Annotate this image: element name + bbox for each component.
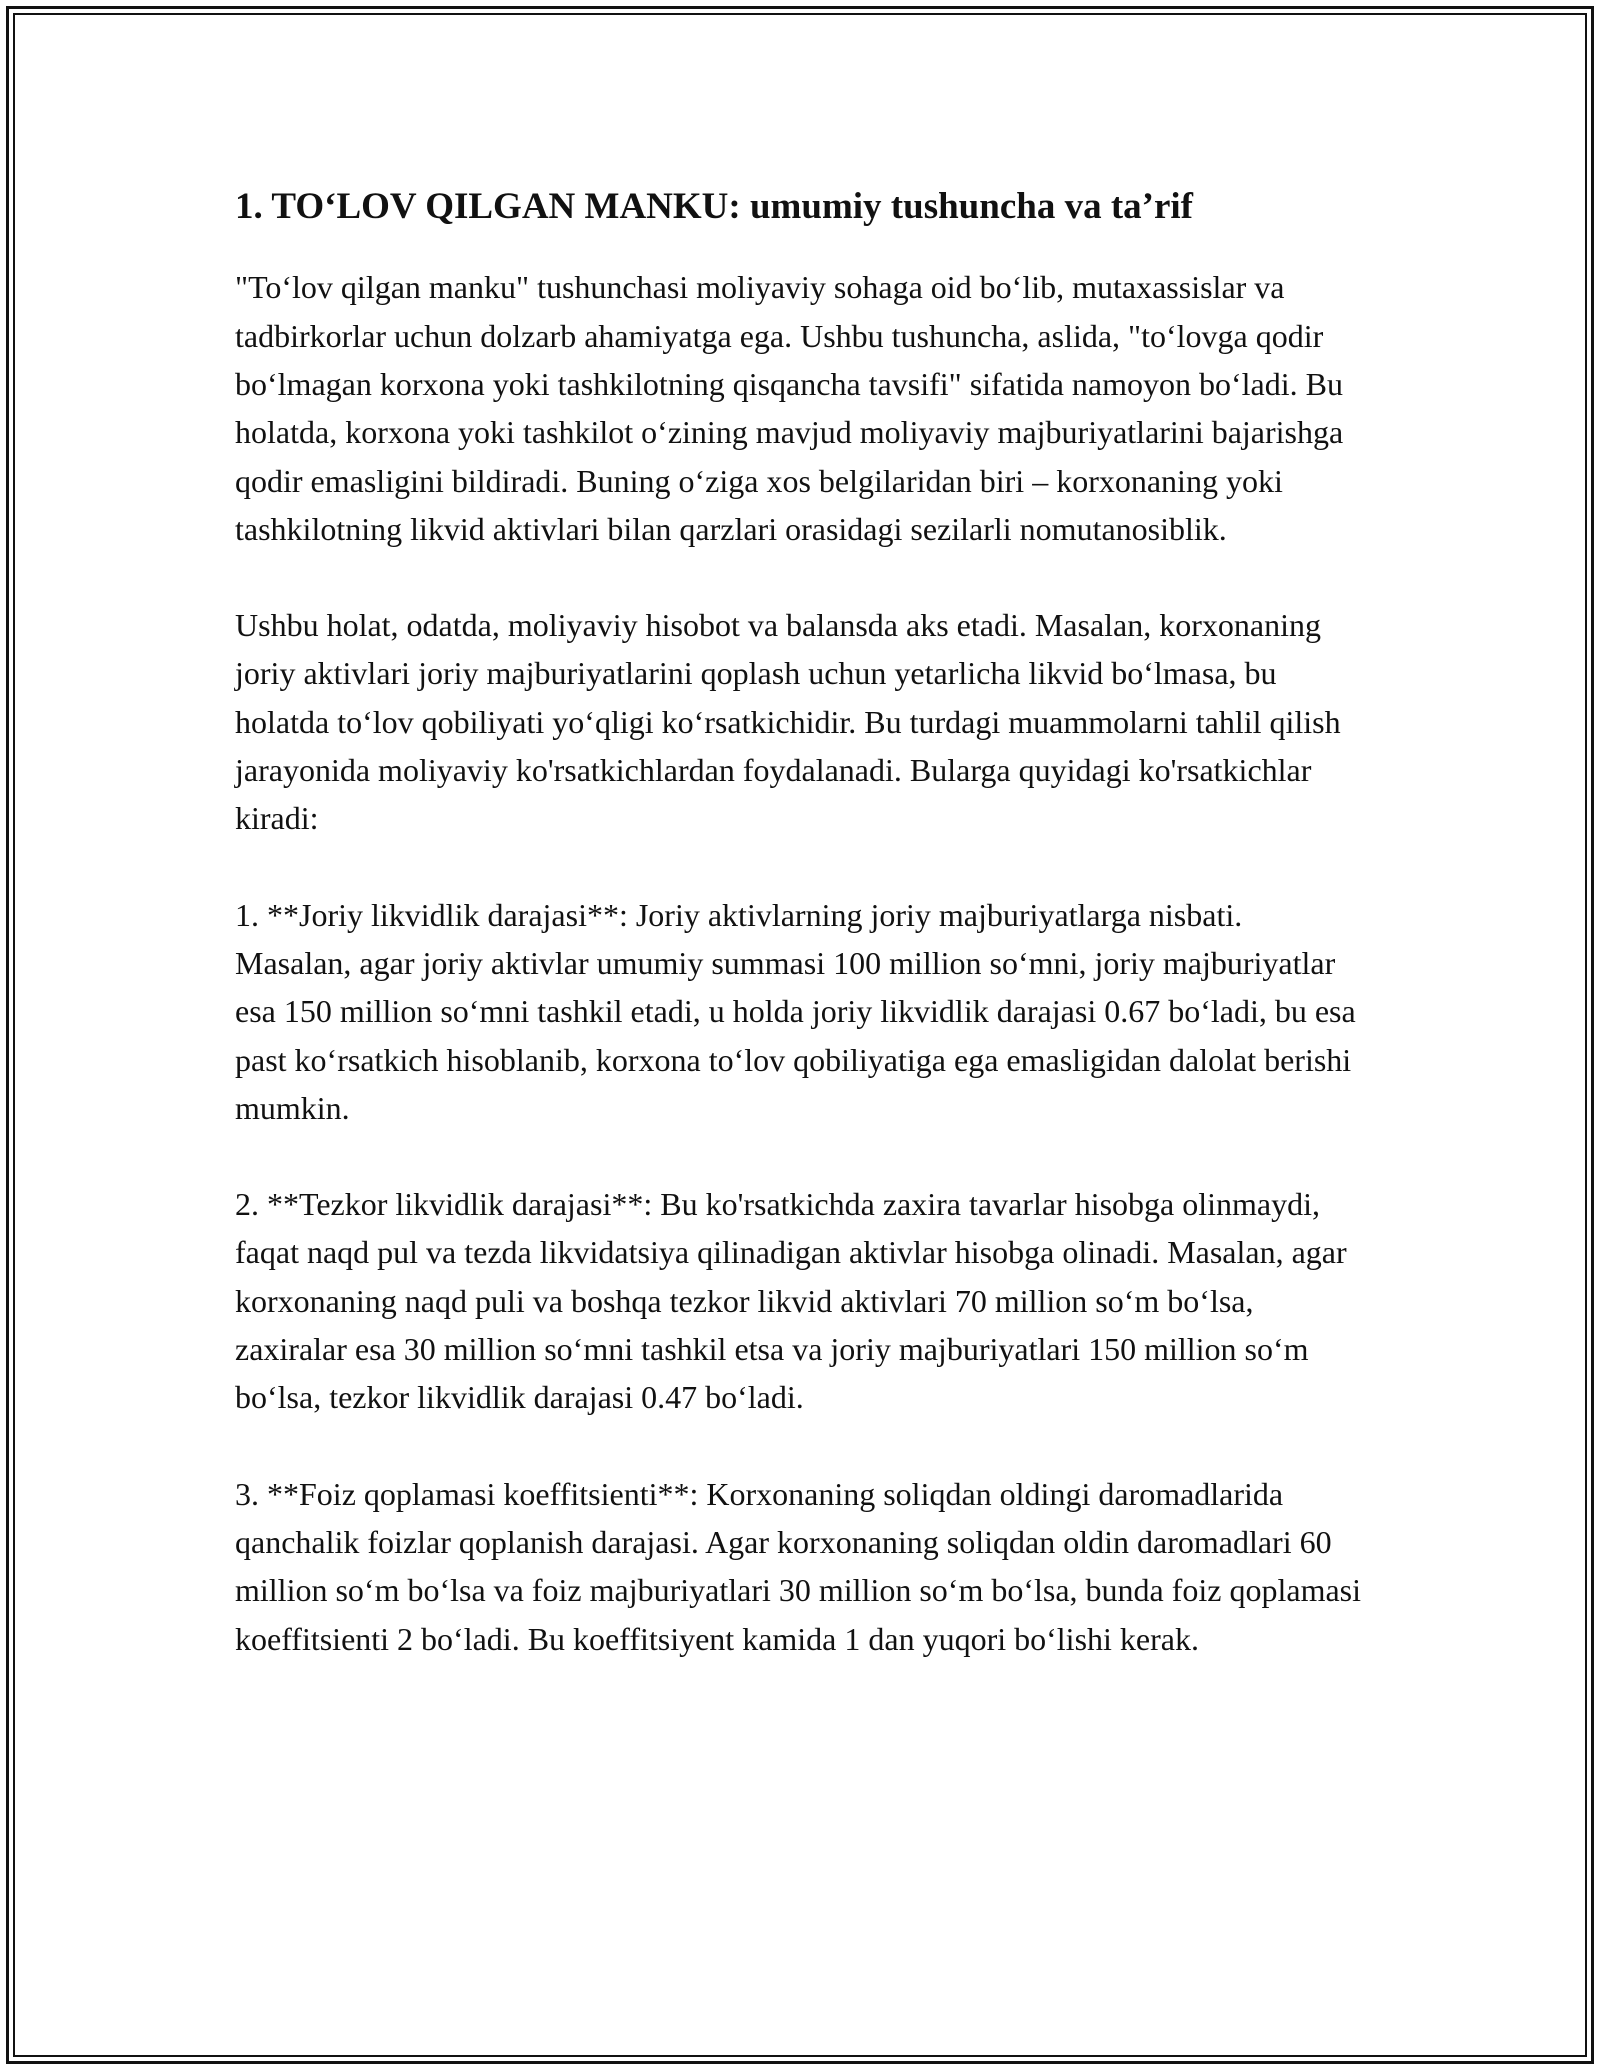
- document-body: [235, 185, 1365, 1711]
- paragraph-interest-coverage: 3. **Foiz qoplamasi koeffitsienti**: Korxonaning soliqdan oldingi daromadlarida qanchalik foizlar qoplanish darajasi. Agar korxonaning soliqdan oldin daromadlari 60 million so‘m bo‘lsa va foiz majburiyatlari 30 million so‘m bo‘lsa, bunda foiz qoplamasi koeffitsienti 2 bo‘ladi. Bu koeffitsiyent kamida 1 dan yuqori bo‘lishi kerak.: [235, 1475, 1362, 1657]
- section-heading: 1. TO‘LOV QILGAN MANKU: umumiy tushuncha va ta’rif: [235, 186, 1193, 227]
- paragraph-definition: "To‘lov qilgan manku" tushunchasi moliyaviy sohaga oid bo‘lib, mutaxassislar va tadbirkorlar uchun dolzarb ahamiyatga ega. Ushbu tushuncha, aslida, "to‘lovga qodir bo‘lmagan korxona yoki tashkilotning qisqancha tavsifi" sifatida namoyon bo‘ladi. Bu holatda, korxona yoki tashkilot o‘zining mavjud moliyaviy majburiyatlarini bajarishga qodir emasligini bildiradi. Buning o‘ziga xos belgilaridan biri – korxonaning yoki tashkilotning likvid aktivlari bilan qarzlari orasidagi sezilarli nomutanosiblik.: [235, 269, 1344, 547]
- paragraph-current-liquidity: 1. **Joriy likvidlik darajasi**: Joriy aktivlarning joriy majburiyatlarga nisbati. Masalan, agar joriy aktivlar umumiy summasi 100 million so‘mni, joriy majburiyatlar esa 150 million so‘mni tashkil etadi, u holda joriy likvidlik darajasi 0.67 bo‘ladi, bu esa past ko‘rsatkich hisoblanib, korxona to‘lov qobiliyatiga ega emasligidan dalolat berishi mumkin.: [235, 896, 1356, 1126]
- paragraph-quick-liquidity: 2. **Tezkor likvidlik darajasi**: Bu ko'rsatkichda zaxira tavarlar hisobga olinmaydi, faqat naqd pul va tezda likvidatsiya qilinadigan aktivlar hisobga olinadi. Masalan, agar korxonaning naqd puli va boshqa tezkor likvid aktivlari 70 million so‘m bo‘lsa, zaxiralar esa 30 million so‘mni tashkil etsa va joriy majburiyatlari 150 million so‘m bo‘lsa, tezkor likvidlik darajasi 0.47 bo‘ladi.: [235, 1186, 1347, 1416]
- paragraph-indicators-intro: Ushbu holat, odatda, moliyaviy hisobot va balansda aks etadi. Masalan, korxonaning joriy aktivlari joriy majburiyatlarini qoplash uchun yetarlicha likvid bo‘lmasa, bu holatda to‘lov qobiliyati yo‘qligi ko‘rsatkichidir. Bu turdagi muammolarni tahlil qilish jarayonida moliyaviy ko'rsatkichlardan foydalanadi. Bularga quyidagi ko'rsatkichlar kiradi:: [235, 607, 1341, 837]
